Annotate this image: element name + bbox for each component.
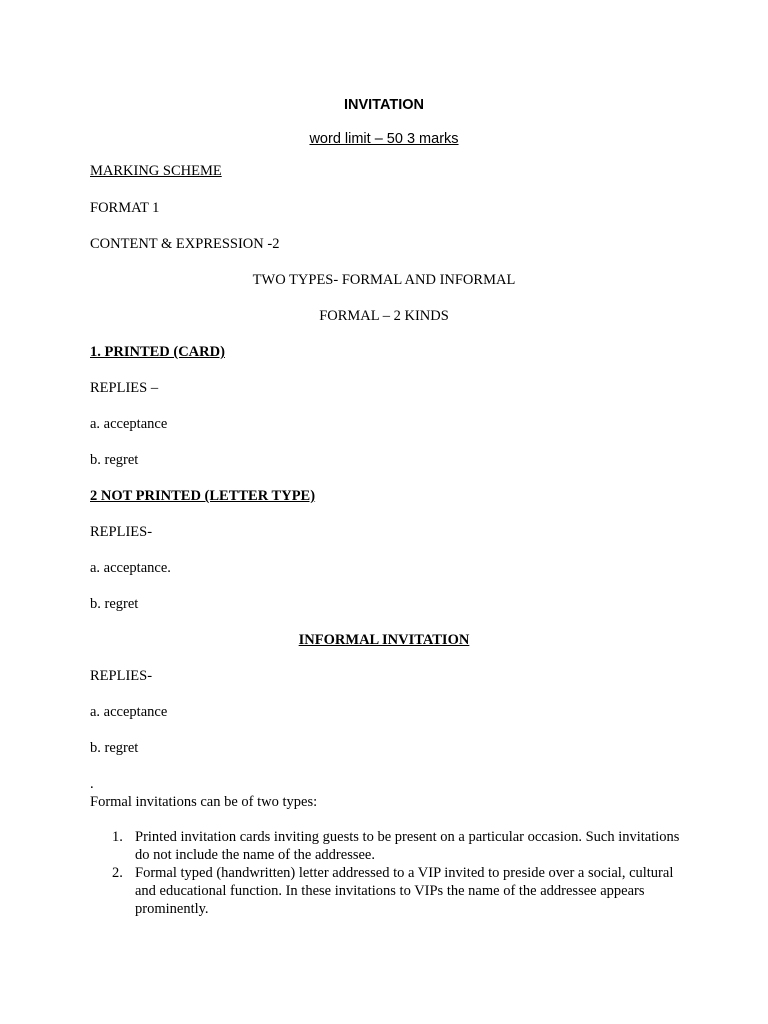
section2-item-a: a. acceptance. [90, 560, 171, 576]
content-expression-line: CONTENT & EXPRESSION -2 [90, 236, 280, 252]
dot-separator: . [90, 776, 94, 792]
formal-kinds-line: FORMAL – 2 KINDS [319, 308, 449, 324]
section2-heading: 2 NOT PRINTED (LETTER TYPE) [90, 488, 316, 504]
list-item-text: Printed invitation cards inviting guests to be present on a particular occasion. Such invitations do not include the name of the addressee. [135, 829, 680, 863]
informal-heading: INFORMAL INVITATION [298, 632, 470, 648]
two-types-line: TWO TYPES- FORMAL AND INFORMAL [252, 272, 516, 288]
section1-replies: REPLIES – [90, 380, 159, 396]
list-item-number: 1. [112, 829, 123, 845]
list-item-text: Formal typed (handwritten) letter addressed to a VIP invited to preside over a social, cultural and educational function. In these invitations to VIPs the name of the addressee appears prominently. [135, 865, 674, 917]
section1-item-a: a. acceptance [90, 416, 168, 432]
list-item [90, 864, 680, 918]
intro-paragraph: Formal invitations can be of two types: [90, 794, 318, 810]
list-item [90, 828, 680, 864]
section1-heading: 1. PRINTED (CARD) [90, 344, 225, 360]
document-title: INVITATION [343, 97, 424, 113]
list-item-number: 2. [112, 865, 123, 881]
informal-item-b: b. regret [90, 740, 139, 756]
format-line: FORMAT 1 [90, 200, 160, 216]
section2-item-b: b. regret [90, 596, 139, 612]
informal-replies: REPLIES- [90, 668, 153, 684]
document-subtitle: word limit – 50 3 marks [309, 131, 459, 147]
formal-types-list [90, 828, 680, 918]
section1-item-b: b. regret [90, 452, 139, 468]
section2-replies: REPLIES- [90, 524, 153, 540]
informal-item-a: a. acceptance [90, 704, 168, 720]
marking-scheme-heading: MARKING SCHEME [90, 163, 222, 179]
